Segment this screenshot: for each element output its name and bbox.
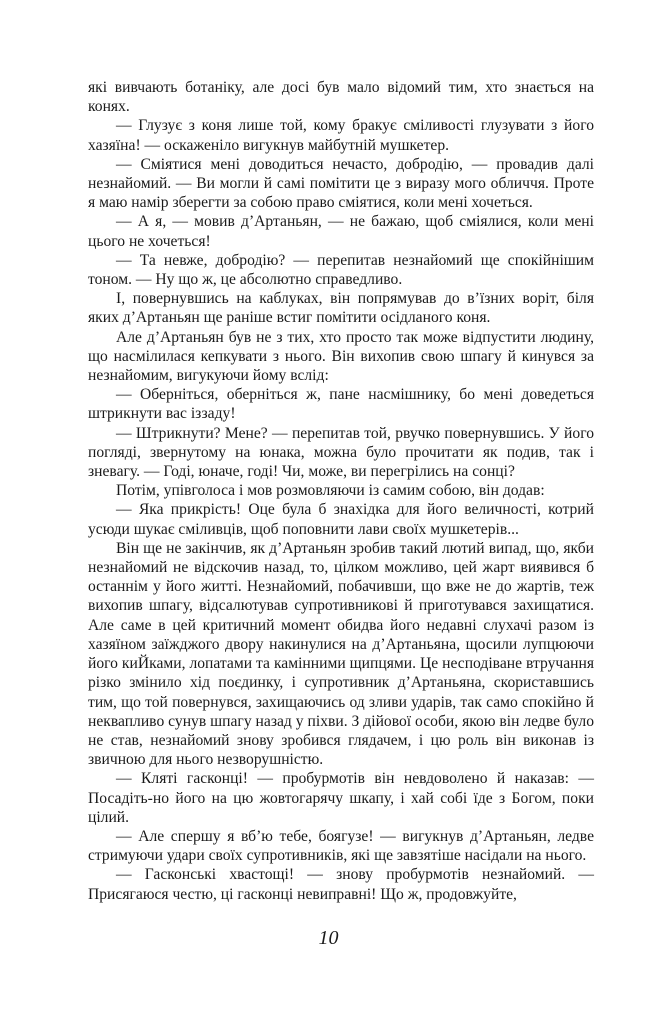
paragraph: які вивчають ботаніку, але досі був мало відомий тим, хто знається на конях. bbox=[88, 79, 594, 116]
paragraph: — Яка прикрість! Оце була б знахідка для його величності, котрий усюди шукає сміливців, щоб поповнити лави своїх мушкетерів... bbox=[88, 501, 594, 538]
paragraph: — Глузує з коня лише той, кому бракує сміливості глузувати з його хазяїна! — оскаженіло вигукнув майбутній мушкетер. bbox=[88, 117, 594, 154]
paragraph: — Та невже, добродію? — перепитав незнайомий ще спокійнішим тоном. — Ну що ж, це абсолютно справедливо. bbox=[88, 251, 594, 289]
paragraph: — Гасконські хвастощі! — знову пробурмотів незнайомий. — Присягаюся честю, ці гасконці невиправні! Що ж, продовжуйте, bbox=[88, 866, 594, 903]
paragraph: — Оберніться, оберніться ж, пане насмішнику, бо мені доведеться штрикнути вас іззаду! bbox=[88, 386, 594, 423]
paragraph: Потім, упівголоса і мов розмовляючи із самим собою, він додав: bbox=[116, 482, 545, 500]
page-body bbox=[88, 78, 594, 904]
paragraph: І, повернувшись на каблуках, він попрямував до в’їзних воріт, біля яких д’Артаньян ще раніше встиг помітити осідланого коня. bbox=[88, 290, 594, 327]
paragraph: — А я, — мовив д’Артаньян, — не бажаю, щоб сміялися, коли мені цього не хочеться! bbox=[88, 213, 594, 250]
paragraph: — Але спершу я вб’ю тебе, боягузе! — вигукнув д’Артаньян, ледве стримуючи удари своїх супротивників, які ще завзятіше насідали на нього. bbox=[88, 827, 594, 865]
paragraph: — Кляті гасконці! — пробурмотів він невдоволено й наказав: — Посадіть-но його на цю жовтогарячу шкапу, і хай собі їде з Богом, поки цілий. bbox=[88, 770, 594, 826]
page-number: 10 bbox=[318, 927, 339, 949]
paragraph: — Сміятися мені доводиться нечасто, добродію, — провадив далі незнайомий. — Ви могли й самі помітити це з виразу мого обличчя. Проте я маю намір зберегти за собою право сміятися, коли мені хочеться. bbox=[88, 155, 594, 212]
paragraph: Він ще не закінчив, як д’Артаньян зробив такий лютий випад, що, якби незнайомий не відскочив назад, то, цілком можливо, цей жарт виявився б останнім у його житті. Незнайомий, побачивши, що вже не до жартів, теж вихопив шпагу, відсалютував супротивникові й приготувався захищатися. Але саме в цей критичний момент обидва його недавні слухачі разом із хазяїном заїжджого двору накинулися на д’Артаньяна, щосили лупцюючи його киЙками, лопатами та камінними щипцями. Це несподіване втручання різко змінило хід поєдинку, і супротивник д’Артаньяна, скориставшись тим, що той повернувся, захищаючись од зливи ударів, так само спокійно й неквапливо сунув шпагу назад у піхви. З дійової особи, якою він ледве було не став, незнайомий знову зробився глядачем, і цю роль він виконав із звичною для нього незворушністю. bbox=[88, 539, 594, 769]
paragraph: Але д’Артаньян був не з тих, хто просто так може відпустити людину, що насмілилася кепкувати з нього. Він вихопив свою шпагу й кинувся за незнайомим, вигукуючи йому вслід: bbox=[88, 328, 594, 385]
paragraph: — Штрикнути? Мене? — перепитав той, рвучко повернувшись. У його погляді, звернутому на юнака, можна було прочитати як подив, так і зневагу. — Годі, юначе, годі! Чи, може, ви перегрілись на сонці? bbox=[88, 424, 594, 481]
